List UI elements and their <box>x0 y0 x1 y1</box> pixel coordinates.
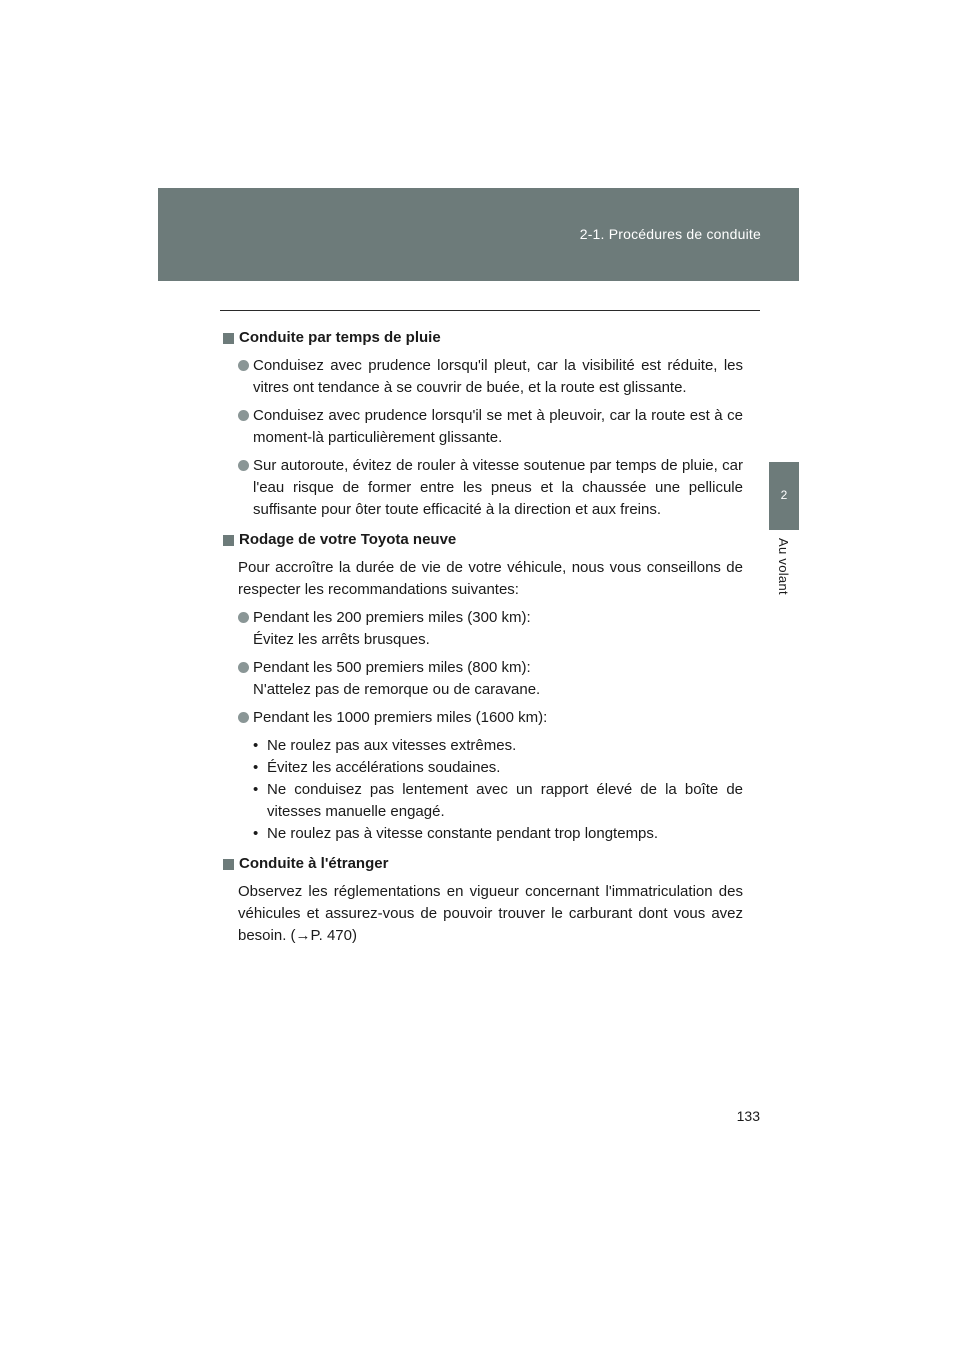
bullet-dot-icon <box>238 410 249 421</box>
list-item <box>223 607 743 651</box>
bullet-dot-icon <box>238 612 249 623</box>
bullet-line: N'attelez pas de remorque ou de caravane. <box>253 681 541 698</box>
sub-list-item <box>223 823 743 845</box>
bullet-line: Pendant les 200 premiers miles (300 km): <box>253 609 531 626</box>
bullet-line: Pendant les 1000 premiers miles (1600 km): <box>253 709 548 726</box>
abroad-text: Observez les réglementations en vigueur concernant l'immatriculation des véhicules et assurez-vous de pouvoir trouver le carburant dont vous avez besoin. ( <box>238 883 743 944</box>
chapter-label: Au volant <box>776 538 791 595</box>
section-square-icon <box>223 859 234 870</box>
list-item <box>223 355 743 399</box>
bullet-text: Conduisez avec prudence lorsqu'il pleut, car la visibilité est réduite, les vitres ont tendance à se couvrir de buée, et la route est glissante. <box>253 357 743 396</box>
list-item <box>223 707 743 729</box>
sub-item-text: Ne roulez pas à vitesse constante pendant trop longtemps. <box>267 825 659 842</box>
bullet-line: Évitez les arrêts brusques. <box>253 631 430 648</box>
sub-bullet-mark: • <box>253 781 259 798</box>
section-heading-rain <box>223 327 743 349</box>
list-item <box>223 455 743 521</box>
page-reference-link[interactable]: P. 470) <box>310 927 357 944</box>
header-rule <box>220 310 760 311</box>
bullet-text: Sur autoroute, évitez de rouler à vitesse soutenue par temps de pluie, car l'eau risque de former entre les pneus et la chaussée une pellicule suffisante pour ôter toute efficacité à la direction et aux freins. <box>253 457 743 518</box>
sub-item-text: Évitez les accélérations soudaines. <box>267 759 501 776</box>
section-square-icon <box>223 333 234 344</box>
sub-list-item <box>223 735 743 757</box>
bullet-dot-icon <box>238 712 249 723</box>
sub-bullet-mark: • <box>253 759 259 776</box>
intro-paragraph: Pour accroître la durée de vie de votre véhicule, nous vous conseillons de respecter les recommandations suivantes: <box>238 559 743 598</box>
section-title: 2-1. Procédures de conduite <box>579 226 761 242</box>
section-title-rain: Conduite par temps de pluie <box>239 329 441 346</box>
list-item <box>223 657 743 701</box>
chapter-label-container <box>775 538 791 618</box>
section-square-icon <box>223 535 234 546</box>
header-band <box>158 188 799 281</box>
bullet-line: Pendant les 500 premiers miles (800 km): <box>253 659 531 676</box>
page-number: 133 <box>736 1108 760 1124</box>
section-title-abroad: Conduite à l'étranger <box>239 855 389 872</box>
chapter-number: 2 <box>780 488 788 502</box>
sub-bullet-mark: • <box>253 825 259 842</box>
sub-list-item <box>223 757 743 779</box>
abroad-paragraph <box>223 881 743 947</box>
sub-list <box>223 735 743 845</box>
sub-item-text: Ne conduisez pas lentement avec un rapport élevé de la boîte de vitesses manuelle engagé. <box>267 781 743 820</box>
section-heading-abroad <box>223 853 743 875</box>
bullet-dot-icon <box>238 360 249 371</box>
page-ref-arrow-icon: → <box>295 927 311 944</box>
section-heading-breakin <box>223 529 743 551</box>
list-item <box>223 405 743 449</box>
sub-bullet-mark: • <box>253 737 259 754</box>
bullet-dot-icon <box>238 460 249 471</box>
sub-item-text: Ne roulez pas aux vitesses extrêmes. <box>267 737 517 754</box>
bullet-dot-icon <box>238 662 249 673</box>
sub-list-item <box>223 779 743 823</box>
page-content <box>223 327 743 947</box>
section-title-breakin: Rodage de votre Toyota neuve <box>239 531 457 548</box>
chapter-tab[interactable] <box>769 462 799 530</box>
bullet-text: Conduisez avec prudence lorsqu'il se met à pleuvoir, car la route est à ce moment-là particulièrement glissante. <box>253 407 743 446</box>
